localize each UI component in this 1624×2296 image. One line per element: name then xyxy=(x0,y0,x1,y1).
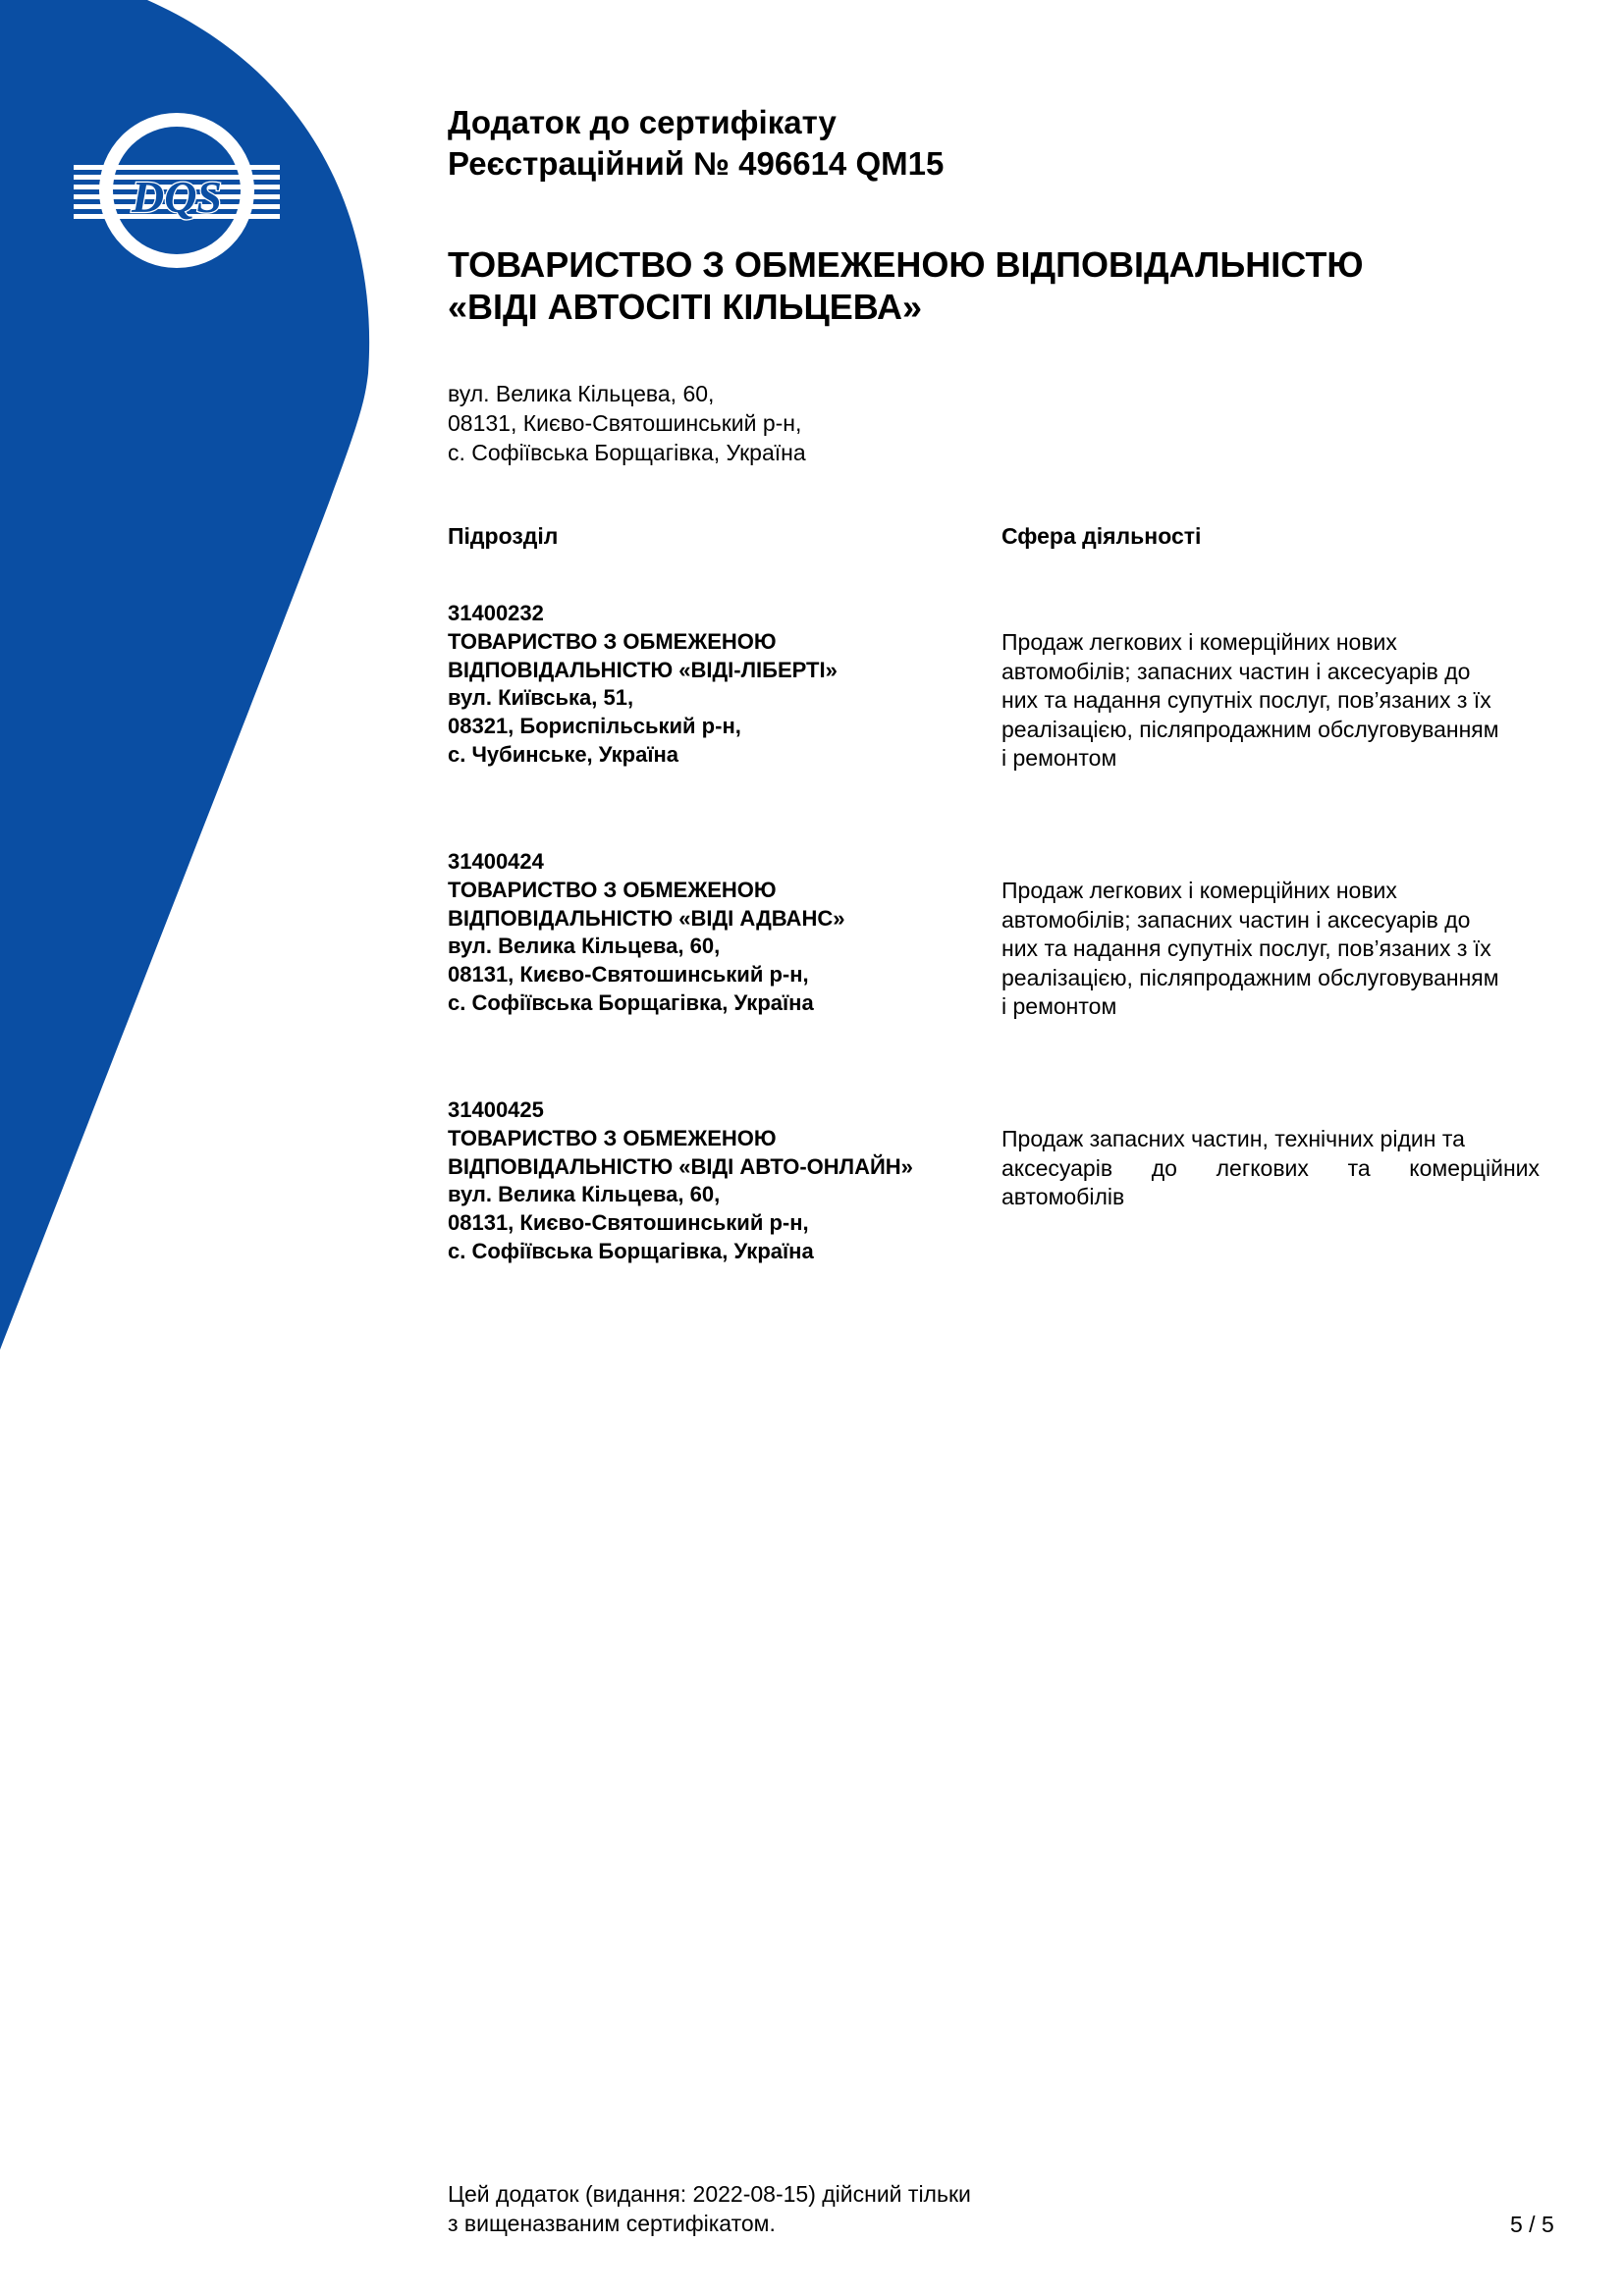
company-address xyxy=(448,379,806,467)
address-line-3: с. Софіївська Борщагівка, Україна xyxy=(448,440,806,465)
scope-line: Продаж запасних частин, технічних рідин та xyxy=(1001,1126,1465,1151)
unit-address-line-2: 08131, Києво-Святошинський р-н, xyxy=(448,1210,809,1236)
company-name-line-2: «ВІДІ АВТОСІТІ КІЛЬЦЕВА» xyxy=(448,287,923,327)
company-name-line-1: ТОВАРИСТВО З ОБМЕЖЕНОЮ ВІДПОВІДАЛЬНІСТЮ xyxy=(448,244,1364,285)
unit-entry xyxy=(448,600,838,770)
unit-scope xyxy=(1001,628,1540,774)
address-line-2: 08131, Києво-Святошинський р-н, xyxy=(448,410,802,436)
unit-address-line-1: вул. Київська, 51, xyxy=(448,685,634,711)
unit-name-line-2: ВІДПОВІДАЛЬНІСТЮ «ВІДІ АВТО-ОНЛАЙН» xyxy=(448,1153,913,1179)
unit-code: 31400425 xyxy=(448,1097,544,1122)
unit-address-line-1: вул. Велика Кільцева, 60, xyxy=(448,1182,721,1207)
unit-code: 31400232 xyxy=(448,601,544,625)
validity-note xyxy=(448,2179,971,2238)
scope-line: аксесуарів до легкових та комерційних xyxy=(1001,1154,1540,1181)
unit-address-line-2: 08131, Києво-Святошинський р-н, xyxy=(448,962,809,988)
scope-line: і ремонтом xyxy=(1001,993,1117,1019)
unit-name-line-1: ТОВАРИСТВО З ОБМЕЖЕНОЮ xyxy=(448,628,777,654)
address-line-1: вул. Велика Кільцева, 60, xyxy=(448,381,715,406)
scope-line: автомобілів; запасних частин і аксесуарів до xyxy=(1001,906,1471,933)
scope-line: Продаж легкових і комерційних нових xyxy=(1001,878,1397,903)
registration-number: Реєстраційний № 496614 QM15 xyxy=(448,145,945,182)
certificate-header xyxy=(448,102,944,185)
scope-line: реалізацією, післяпродажним обслуговуванням xyxy=(1001,716,1499,742)
unit-scope xyxy=(1001,1125,1540,1212)
dqs-logo xyxy=(74,110,280,272)
page-number: 5 / 5 xyxy=(1510,2212,1554,2237)
validity-note-line-1: Цей додаток (видання: 2022-08-15) дійсний тільки xyxy=(448,2181,971,2207)
logo-text: DQS xyxy=(131,172,223,222)
column-header-unit: Підрозділ xyxy=(448,523,559,549)
unit-address-line-3: с. Чубинське, Україна xyxy=(448,741,679,767)
column-header-scope: Сфера діяльності xyxy=(1001,523,1202,549)
unit-name-line-2: ВІДПОВІДАЛЬНІСТЮ «ВІДІ-ЛІБЕРТІ» xyxy=(448,657,838,682)
scope-line: автомобілів xyxy=(1001,1184,1125,1209)
unit-address-line-3: с. Софіївська Борщагівка, Україна xyxy=(448,989,814,1015)
scope-line: них та надання супутніх послуг, пов’язаних з їх xyxy=(1001,687,1491,713)
scope-line: Продаж легкових і комерційних нових xyxy=(1001,629,1397,655)
scope-line: автомобілів; запасних частин і аксесуарів до xyxy=(1001,658,1471,684)
validity-note-line-2: з вищеназваним сертифікатом. xyxy=(448,2211,776,2236)
unit-name-line-1: ТОВАРИСТВО З ОБМЕЖЕНОЮ xyxy=(448,877,777,902)
unit-entry xyxy=(448,1096,913,1266)
unit-address-line-3: с. Софіївська Борщагівка, Україна xyxy=(448,1238,814,1263)
scope-line: них та надання супутніх послуг, пов’язаних з їх xyxy=(1001,935,1491,961)
unit-scope xyxy=(1001,877,1540,1022)
header-title: Додаток до сертифікату xyxy=(448,104,837,140)
unit-name-line-1: ТОВАРИСТВО З ОБМЕЖЕНОЮ xyxy=(448,1125,777,1150)
unit-address-line-1: вул. Велика Кільцева, 60, xyxy=(448,934,721,959)
unit-code: 31400424 xyxy=(448,849,544,874)
unit-entry xyxy=(448,848,844,1018)
unit-name-line-2: ВІДПОВІДАЛЬНІСТЮ «ВІДІ АДВАНС» xyxy=(448,905,845,931)
company-name xyxy=(448,243,1363,328)
unit-address-line-2: 08321, Бориспільський р-н, xyxy=(448,714,741,739)
scope-line: реалізацією, післяпродажним обслуговуванням xyxy=(1001,964,1499,990)
scope-line: і ремонтом xyxy=(1001,745,1117,771)
